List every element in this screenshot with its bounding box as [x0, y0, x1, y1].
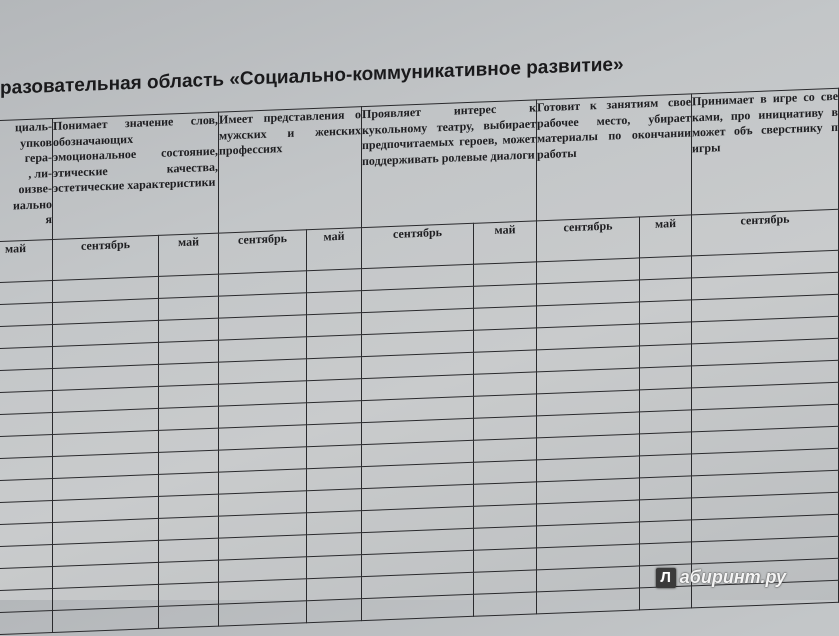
table-cell: [159, 494, 219, 518]
table-cell: [159, 274, 219, 298]
table-cell: [474, 592, 537, 616]
table-cell: [159, 560, 219, 584]
table-cell: [640, 476, 692, 500]
table-cell: [307, 489, 362, 513]
table-cell: [0, 478, 53, 503]
table-cell: [640, 498, 692, 522]
table-cell: [307, 445, 362, 469]
table-cell: [0, 522, 53, 547]
month-header: май: [159, 233, 219, 276]
table-cell: [0, 324, 53, 349]
table-cell: [474, 416, 537, 440]
watermark-badge: Л: [656, 568, 676, 588]
month-header: сентябрь: [362, 223, 474, 268]
table-cell: [640, 256, 692, 280]
table-cell: [159, 296, 219, 320]
table-cell: [640, 300, 692, 324]
table-cell: [640, 344, 692, 368]
table-cell: [640, 366, 692, 390]
month-header: сентябрь: [53, 235, 159, 280]
table-cell: [362, 594, 474, 620]
table-cell: [159, 604, 219, 628]
table-cell: [159, 428, 219, 452]
table-cell: [0, 456, 53, 481]
table-cell: [537, 588, 640, 614]
table-cell: [159, 384, 219, 408]
table-cell: [0, 610, 53, 635]
table-cell: [0, 588, 53, 613]
table-cell: [307, 313, 362, 337]
table-cell: [53, 606, 159, 632]
table-cell: [474, 482, 537, 506]
month-header: сентябрь: [692, 209, 839, 256]
table-cell: [0, 280, 53, 305]
table-cell: [159, 362, 219, 386]
table-cell: [0, 390, 53, 415]
table-cell: [307, 511, 362, 535]
table-cell: [474, 262, 537, 286]
table-cell: [0, 434, 53, 459]
table-cell: [307, 291, 362, 315]
criterion-cell-5: Готовит к занятиям свое рабочее место, убирает материалы по окончании работы: [537, 94, 692, 221]
table-cell: [307, 335, 362, 359]
table-cell: [474, 570, 537, 594]
table-cell: [0, 566, 53, 591]
table-cell: [474, 504, 537, 528]
table-cell: [159, 406, 219, 430]
table-cell: [640, 432, 692, 456]
criterion-cell-4: Проявляет интерес к кукольному театру, выбирает предпочитаемых героев, может поддерживать ролевые диалоги: [362, 100, 537, 228]
table-cell: [474, 372, 537, 396]
table-cell: [219, 601, 307, 626]
table-cell: [307, 599, 362, 623]
watermark-text: абиринт.ру: [679, 567, 786, 587]
table-cell: [640, 586, 692, 610]
table-cell: [307, 577, 362, 601]
table-cell: [0, 500, 53, 525]
criterion-cell-1: циаль- упков гера- , ли- оизве- иально я: [0, 118, 53, 242]
table-cell: [159, 318, 219, 342]
table-cell: [0, 302, 53, 327]
table-cell: [0, 346, 53, 371]
table-cell: [640, 520, 692, 544]
table-cell: [474, 306, 537, 330]
month-header: май: [307, 228, 362, 271]
table-cell: [307, 423, 362, 447]
month-header: май: [474, 221, 537, 264]
table-cell: [0, 412, 53, 437]
month-header: май: [640, 215, 692, 258]
table-cell: [640, 322, 692, 346]
table-cell: [159, 582, 219, 606]
monitoring-table: [0, 88, 839, 636]
table-cell: [0, 368, 53, 393]
table-cell: [474, 284, 537, 308]
table-cell: [640, 454, 692, 478]
month-header: сентябрь: [219, 230, 307, 274]
criterion-cell-6: Принимает в игре со све ками, про инициативу в может объ сверстнику п игры: [692, 88, 839, 215]
table-cell: [159, 538, 219, 562]
table-cell: [474, 350, 537, 374]
table-cell: [307, 401, 362, 425]
table-cell: [307, 357, 362, 381]
table-cell: [474, 328, 537, 352]
table-cell: [474, 526, 537, 550]
table-cell: [474, 394, 537, 418]
table-cell: [640, 542, 692, 566]
table-cell: [474, 548, 537, 572]
table-cell: [307, 269, 362, 293]
table-cell: [474, 438, 537, 462]
table-cell: [159, 472, 219, 496]
table-cell: [159, 450, 219, 474]
criterion-cell-3: Имеет представления о мужских и женских профессиях: [219, 107, 362, 233]
watermark-logo: [656, 567, 786, 588]
table-cell: [159, 340, 219, 364]
table-cell: [640, 278, 692, 302]
criterion-cell-2: Понимает значение слов, обозначающих эмоциональное состояние, этические качества, эстетические характеристики: [53, 112, 219, 239]
table-cell: [474, 460, 537, 484]
section-title: разовательная область «Социально-коммуникативное развитие»: [0, 54, 624, 99]
table-cell: [307, 555, 362, 579]
table-cell: [307, 467, 362, 491]
table-cell: [640, 410, 692, 434]
table-cell: [307, 533, 362, 557]
table-cell: [159, 516, 219, 540]
month-header: май: [0, 239, 53, 283]
table-cell: [0, 544, 53, 569]
table-cell: [640, 388, 692, 412]
table-cell: [307, 379, 362, 403]
month-header: сентябрь: [537, 217, 640, 262]
